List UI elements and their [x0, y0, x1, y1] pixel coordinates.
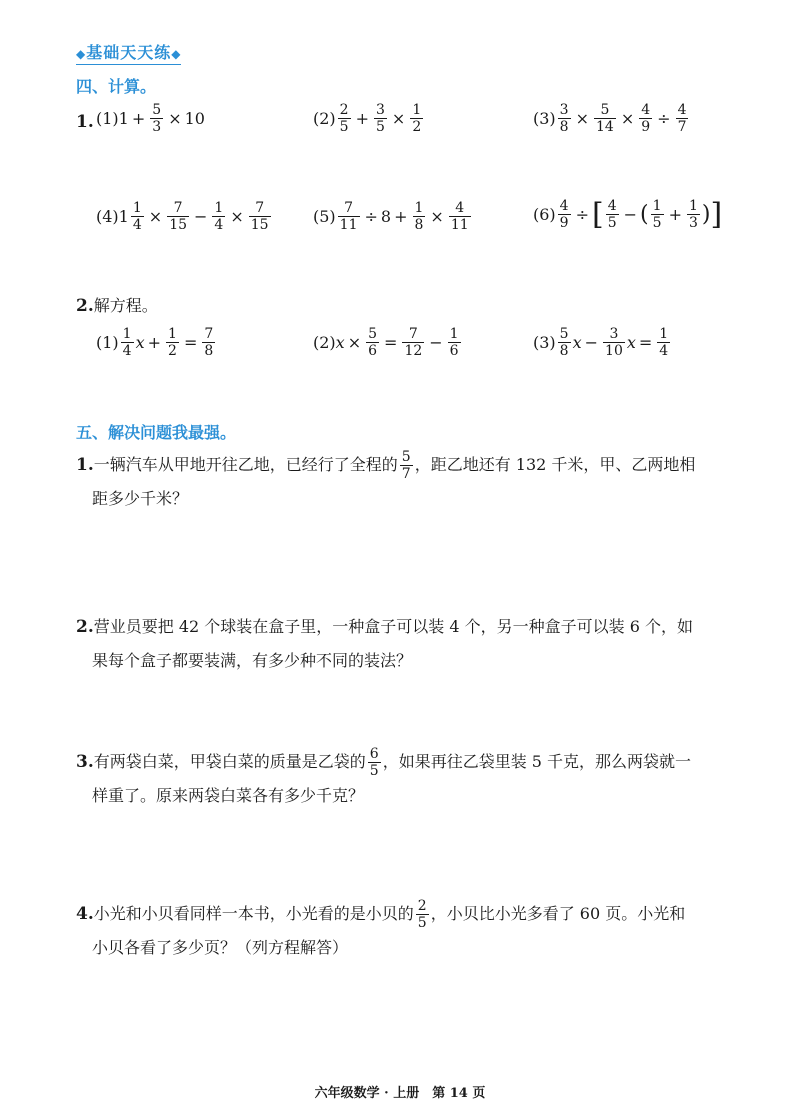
left-paren-icon: ( [640, 201, 649, 227]
right-bracket-icon: ] [710, 196, 723, 232]
problem-3: 3.有两袋白菜，甲袋白菜的质量是乙袋的 $\frac{6}{5}$ ，如果再往乙袋里装 5 千克，那么两袋就一 样重了。原来两袋白菜各有多少千克？ [76, 746, 692, 805]
calc-item-2: (2) $\frac{2}{5}$ + $\frac{3}{5}$ × $\frac{1}{2}$ [313, 102, 422, 135]
diamond-right-icon: ◆ [171, 47, 182, 61]
problem-1: 1.一辆汽车从甲地开往乙地，已经行了全程的 $\frac{5}{7}$ ，距乙地还有 132 千米，甲、乙两地相 距多少千米？ [76, 449, 696, 508]
problem-4: 4.小光和小贝看同样一本书，小光看的是小贝的 $\frac{2}{5}$ ，小贝比小光多看了 60 页。小光和 小贝各看了多少页？（列方程解答） [76, 898, 686, 957]
diamond-left-icon: ◆ [76, 47, 87, 61]
section-4-title: 四、计算。 [76, 77, 157, 96]
equation-header: 2.解方程。 [76, 296, 158, 316]
section-5-title: 五、解决问题我最强。 [76, 423, 237, 442]
calc-item-1: (1) 1 + $\frac{5}{3}$ × 10 [96, 102, 205, 135]
problem-2: 2.营业员要把 42 个球装在盒子里，一种盒子可以装 4 个，另一种盒子可以装 6 个，如 果每个盒子都要装满，有多少种不同的装法？ [76, 617, 693, 670]
calc-item-6: (6) $\frac{4}{9}$ ÷ [ $\frac{4}{5}$ − ( $\frac{1}{5}$ + $\frac{1}{3}$ ) ] [533, 196, 723, 232]
equation-1: (1) $\frac{1}{4}$ x + $\frac{1}{2}$ = $\frac{7}{8}$ [96, 326, 214, 359]
page-footer: 六年级数学 · 上册 第 14 页 [314, 1086, 486, 1101]
calc-item-3: (3) $\frac{3}{8}$ × $\frac{5}{14}$ × $\frac{4}{9}$ ÷ $\frac{4}{7}$ [533, 102, 687, 135]
calc-number: 1. [76, 112, 94, 132]
equation-3: (3) $\frac{5}{8}$ x − $\frac{3}{10}$ x = $\frac{1}{4}$ [533, 326, 669, 359]
calc-item-5: (5) $\frac{7}{11}$ ÷ 8 + $\frac{1}{8}$ × $\frac{4}{11}$ [313, 200, 469, 233]
banner-text: 基础天天练 [86, 43, 172, 62]
fraction: $\frac{5}{3}$ [152, 102, 162, 135]
calc-item-4: (4) 1 $\frac{1}{4}$ × $\frac{7}{15}$ − $\frac{1}{4}$ × $\frac{7}{15}$ [96, 200, 269, 233]
left-bracket-icon: [ [592, 196, 604, 232]
section-banner [76, 40, 181, 65]
right-paren-icon: ) [701, 201, 711, 227]
equation-2: (2) x × $\frac{5}{6}$ = $\frac{7}{12}$ − $\frac{1}{6}$ [313, 326, 459, 359]
